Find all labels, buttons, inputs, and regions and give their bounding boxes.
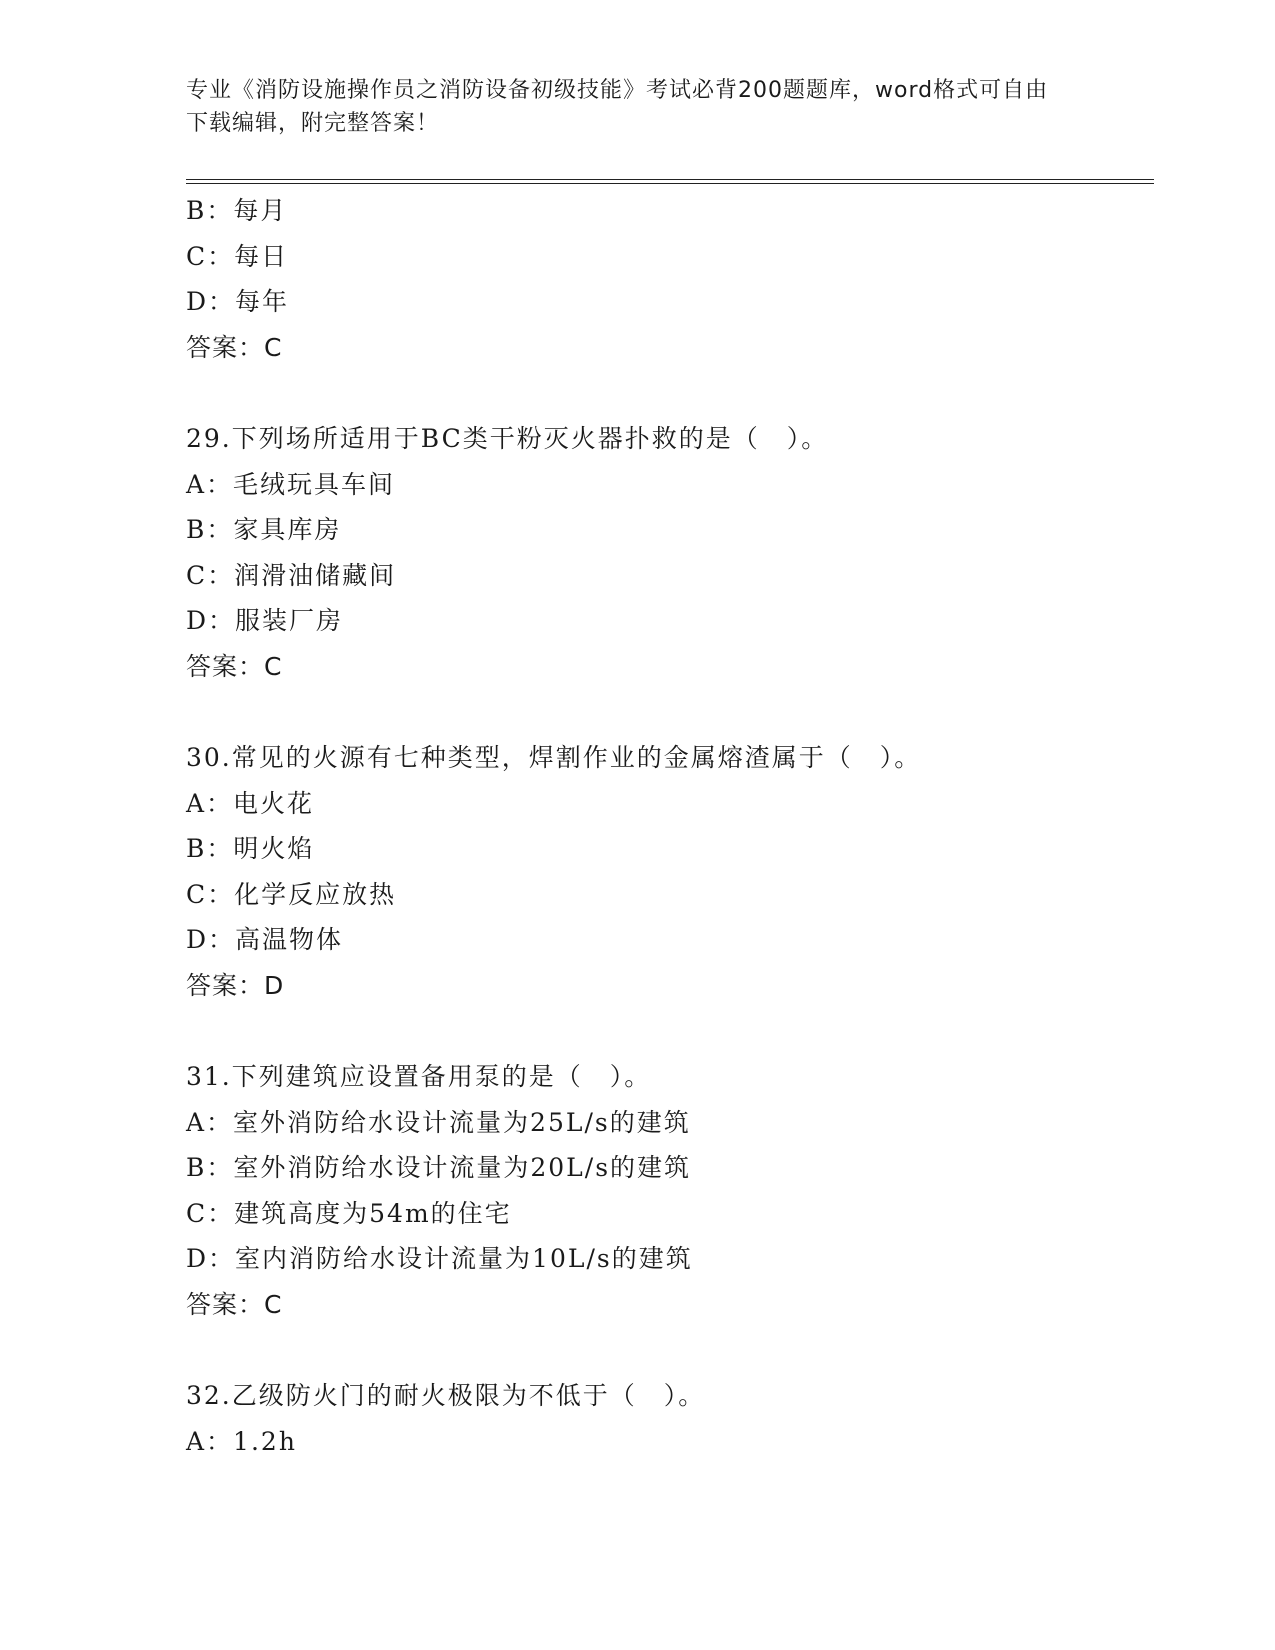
- answer-line: 答案：D: [186, 970, 285, 1000]
- question-text: 30.常见的火源有七种类型，焊割作业的金属熔渣属于（ ）。: [186, 743, 922, 772]
- option-c: C：每日: [186, 241, 289, 271]
- option-c: C：润滑油储藏间: [186, 560, 397, 590]
- question-block: [186, 1054, 1146, 1327]
- option-d: D：高温物体: [186, 925, 344, 954]
- header-divider: [186, 179, 1154, 184]
- question-text: 32.乙级防火门的耐火极限为不低于（ ）。: [186, 1381, 706, 1410]
- question-list: [186, 188, 1146, 1464]
- option-c: C：化学反应放热: [186, 879, 397, 909]
- option-a: A：室外消防给水设计流量为25L/s的建筑: [186, 1107, 691, 1137]
- option-d: D：室内消防给水设计流量为10L/s的建筑: [186, 1244, 693, 1273]
- option-b: B：明火焰: [186, 834, 315, 863]
- option-d: D：每年: [186, 287, 290, 316]
- answer-line: 答案：C: [186, 332, 283, 362]
- question-block: [186, 416, 1146, 689]
- option-b: B：室外消防给水设计流量为20L/s的建筑: [186, 1153, 692, 1182]
- option-d: D：服装厂房: [186, 606, 344, 635]
- option-b: B：家具库房: [186, 515, 342, 544]
- answer-line: 答案：C: [186, 1289, 283, 1319]
- option-a: A：毛绒玩具车间: [186, 469, 396, 499]
- question-text: 31.下列建筑应设置备用泵的是（ ）。: [186, 1062, 652, 1091]
- question-block: [186, 1373, 1146, 1464]
- header-text: 专业《消防设施操作员之消防设备初级技能》考试必背200题题库，word格式可自由下载编辑，附完整答案！: [186, 78, 1049, 136]
- option-a: A：1.2h: [186, 1426, 297, 1456]
- question-text: 29.下列场所适用于BC类干粉灭火器扑救的是（ ）。: [186, 424, 829, 453]
- question-block: [186, 735, 1146, 1008]
- option-c: C：建筑高度为54m的住宅: [186, 1198, 512, 1228]
- question-block: [186, 188, 1146, 370]
- document-header: [186, 74, 1066, 140]
- option-a: A：电火花: [186, 788, 315, 818]
- option-b: B：每月: [186, 196, 288, 225]
- answer-line: 答案：C: [186, 651, 283, 681]
